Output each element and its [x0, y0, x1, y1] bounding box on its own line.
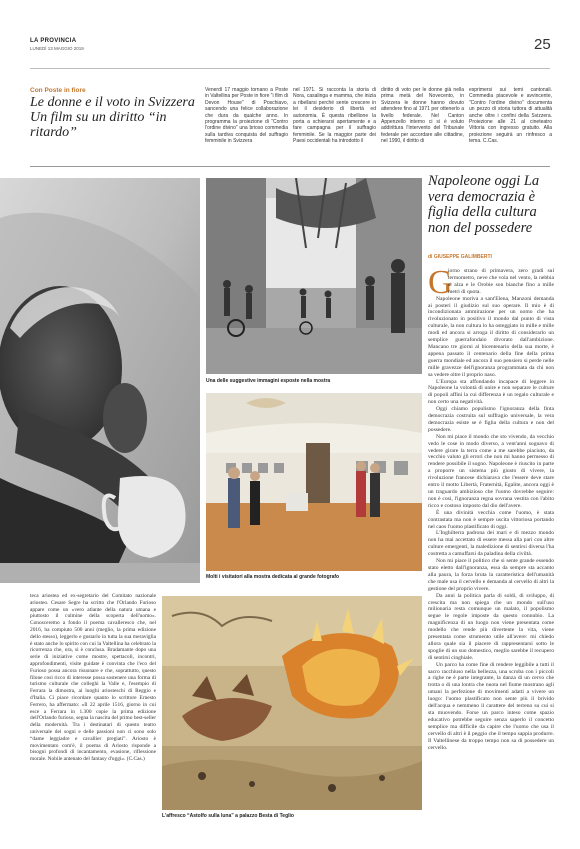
- newspaper-name: LA PROVINCIA: [30, 38, 77, 44]
- drop-cap: G: [428, 264, 453, 301]
- paragraph: Un parco ha come fine di rendere leggibile a tutti il sacro racchiuso nella bellezza, una scroba con i piccoli a righe ne è parte integrante, la danza di un cervo che trotta o di una lontra che nuota nel fiume mostrano agli umani la perfezione di movimenti adatti a vivere un luogo: l'uomo plastificato non sente più il brivido dell'acqua e nemmeno il carattere del terreno su cui si sta muovendo. Forse un parco inteso come spazio educativo potrebbe seguire senza saperlo il concetto semplice ma difficile da capire che l'uomo che usa il cervello di altri è il peggio che il tempo sappia produrre. Il Valtellinese da troppo tempo non sa di possedere un cervello.: [428, 661, 554, 751]
- story-column-2: nel 1971. Si racconta la storia di Nora, casalinga e mamma, che inizia a ribellarsi perché sente crescere in lei il desiderio di libertà ed autonomia. È questa ribellione la porta a schierarsi apertamente e a fare campagna per il suffragio femminile. Se la maggior parte dei Paesi occidentali ha introdotto il: [293, 87, 376, 145]
- paragraph: Napoleone moriva a sant'Elena, Manzoni demanda ai posteri il giudizio sul suo operare. Il mio è di incondizionata ammirazione per un uomo che ha rivoluzionato in positivo il mondo dal punto di vista culturale, la non cultura lo ha osteggiato in mille e mille modi ed ancora si arroga il diritto di considerarlo un semplice guerrafondaio divorato dall'ambizione. Mancano tre giorni al bicentenario della sua morte, è appena passato il centenario della fine della prima guerra mondiale ed ancora il suo pensiero si perde nelle mille gravezze dell'ignoranza programmata da chi non sa vedere oltre il proprio naso.: [428, 295, 554, 378]
- paragraph: Non mi piace il politico che si sente grande essendo stato eletto dall'ignoranza, essa da sempre sta accanto alla paura, la forza bruta la caratteristica dell'umanità che male usa il cervello e demanda al cervello di altri la gestione del proprio vivere.: [428, 558, 554, 592]
- paragraph: L'Inghilterra padrona dei mari e di mezzo mondo non ha mai accettato di essere messa alla pari con altre culture emergenti, la maledizione di sentirsi diversa l'ha costretta a camuffarsi da paladina della civiltà.: [428, 530, 554, 558]
- right-article-headline: Napoleone oggi La vera democrazia è figlia della cultura non del possedere: [428, 173, 540, 236]
- page-number: 25: [534, 36, 551, 53]
- story-column-4: esprimersi sui temi cantonali. Commedia piacevole e avvincente, “Contro l'ordine divino” documenta un pezzo di storia tuttora di attualità anche oltre i confini della Svizzera. Proiezione alle 21 al cineteatro Vittoria con ingresso gratuito. Alla proiezione seguirà un rinfresco a tema. C.Cas.: [469, 87, 552, 145]
- section-rule: [30, 166, 550, 167]
- paragraph: Non mi piace il mondo che sto vivendo, da vecchio vedo le cose in modo diverso, a vent'anni sognavo di vedere girare la terra come a me sarebbe piaciuto, da vecchio valuto gli errori che non mi hanno permesso di rendere possibile il sogno. Napoleone è riuscito in parte a proporre un sistema più giusto di vivere, la rivoluzione francese dichiarava che l'essere deve stare entro il motto Libertà, Fraternità, Egalite, ancora oggi è un traguardo ambizioso che l'uomo dovrebbe seguire: non è così, l'ignoranza regna sovrana vestita con l'abito ricco e costoso imposto dal dio dell'avere.: [428, 433, 554, 509]
- paragraph: È una divinità vecchia come l'uomo, è stata contrastata ma non è sempre uscita vittoriosa portando nel caos l'uomo plastificato di oggi.: [428, 509, 554, 530]
- caption-street-photo: Una delle suggestive immagini esposte nella mostra: [206, 378, 331, 384]
- paragraph: Oggi chiamo populismo l'ignoranza della finta democrazia costruita sul suffragio universale, la vera democrazia esiste se è figlia della cultura e non del possedere.: [428, 406, 554, 433]
- right-article-byline: di GIUSEPPE GALIMBERTI: [428, 254, 492, 260]
- story-column-1: Venerdì 17 maggio tornano a Poste in Valtellina per Poste in fiore “i film di Devon House” di Poschiavo, sancendo una felice collaborazione che dura da qualche anno. In programma la proiezione di “Contro l'ordine divino” una brioso commedia sulla tardiva conquista del suffragio femminile in Svizzera: [205, 87, 288, 145]
- paragraph: L'Europa sta affondando incapace di leggere in Napoleone la volontà di unire e non separare le culture di popoli affini la cui differenza è un regalo culturale e non certo una negatività.: [428, 378, 554, 406]
- street-photo: [206, 178, 422, 374]
- fresco-photo: [162, 596, 422, 810]
- gallery-photo-image: [206, 393, 422, 571]
- portrait-photo-image: [0, 178, 200, 583]
- fresco-photo-image: [162, 596, 422, 810]
- left-article-text: teca ariostea ed ex-segretario del Comitato nazionale ariosteo. Cesare Segre ha scritto che l'Orlando Furioso appare come un «vero atlante della natura umana e piuttosto il culmine della scoperta dell'uomo». Conosceremo a fondo il poema cavalleresco che, nel 2016, ha compiuto 500 anni (meglio, la prima edizione dello stesso), leggerlo e gustarlo in tutta la sua meraviglia è stato anche lo spirito con cui la Valtellina ha celebrato la ricorrenza che, ora, si è conclusa. Bradamante dopo una serie di iniziative come mostre, spettacoli, incontri, approfondimenti, visite guidate è convinta che l'eco del Furioso possa ancora risuonare e che, soprattutto, questo filone così ricco di interesse possa sostenere una forma di turismo culturale che colleghi la Valle e, l'esempio di Ferrara la dimostra, ai luoghi ariosteschi di Reggio e d'Italia. Ci piace ricordare quanto lo scrittore Ernesto Ferrero, ha affermato: «Il 22 aprile 1516, giorno in cui esce a Ferrara in 1.300 copie la prima edizione dell'Orlando furioso, segna la nascita del primo best-seller della modernità. Tra i destinatari di questo teatro universale dei sogni e delle passioni non ci sono solo “dame leggiadre e cavallier pregiati”. Ariosto è movimentato com'è, il poema di Ariosto risponde a bisogni profondi di incantamento, evasione, riflessione morale. Nobile antenato del fantasy d'oggi». (C.Cas.): [30, 593, 156, 763]
- paragraph: Da anni la politica parla di soldi, di sviluppo, di crescita ma non spiega che un mondo sull'uso milionaria resta comunque un malato, il popolismo segue le regole imposte da questo connubio. La magnificenza di un luogo non viene presentata come modello che rende più divertente la vita, viene presentata come strumento utile all'avere: mi chiedo allora quale sia il piacere di rappresentarsi sotto le spoglie di un suo domestico, meglio sarebbe il recupero di sentirsi cinghiale.: [428, 592, 554, 661]
- story-column-3: diritto di voto per le donne già nella prima metà del Novecento, in Svizzera le donne hanno dovuto attendere fino al 1971 per ottenerlo a livello federale. Nel Canton Appenzello interno ci si è voluto addirittura l'intervento del Tribunale federale per accordare alle cittadine, nel 1990, il diritto di: [381, 87, 464, 145]
- street-photo-image: [206, 178, 422, 374]
- right-article-body: [428, 264, 554, 843]
- caption-gallery-photo: Molti i visitatori alla mostra dedicata al grande fotografo: [206, 574, 340, 580]
- story-kicker: Con Poste in fiore: [30, 87, 86, 94]
- gallery-photo: [206, 393, 422, 571]
- issue-date: LUNEDÌ 13 MAGGIO 2019: [30, 46, 84, 51]
- caption-fresco-photo: L'affresco “Astolfo sulla luna” a palazzo Besta di Teglio: [162, 813, 294, 819]
- portrait-photo: [0, 178, 200, 583]
- story-headline: Le donne e il voto in Svizzera Un film su un diritto “in ritardo”: [30, 95, 195, 140]
- header-rule: [30, 68, 550, 69]
- paragraph: iorno strano di primavera, zero gradi sul termometro, neve che vola nel vento, la nebbia si alza e le Orobie son bianche fino a mille metri di quota.: [448, 268, 554, 295]
